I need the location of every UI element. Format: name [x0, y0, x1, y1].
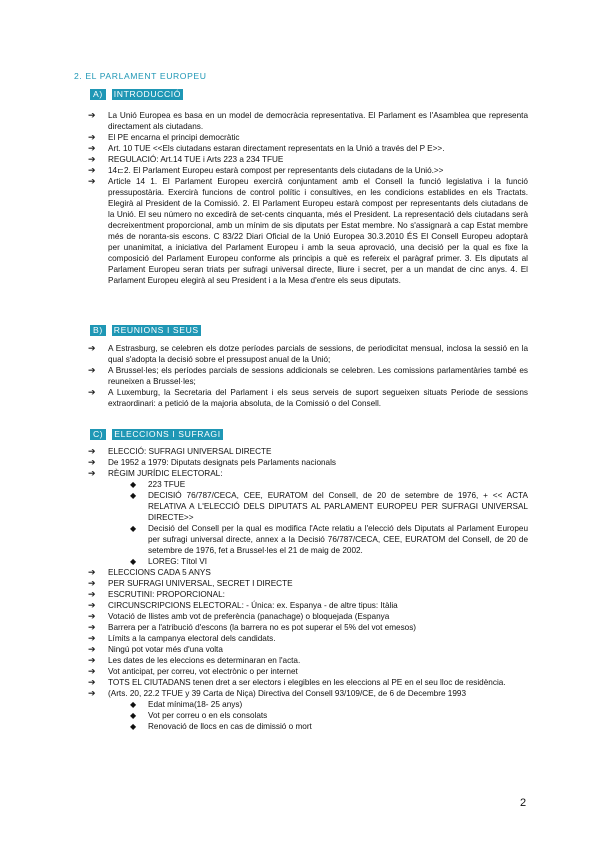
- diamond-bullet-icon: ◆: [130, 711, 137, 720]
- diamond-bullet-icon: ◆: [130, 524, 137, 533]
- list-item: ➔ CIRCUNSCRIPCIONS ELECTORAL: - Única: ex. Espanya - de altre tipus: Itàlia: [88, 600, 398, 610]
- arrow-bullet-icon: ➔: [88, 688, 96, 698]
- directiva-sublist: [108, 699, 528, 732]
- arrow-bullet-icon: ➔: [88, 578, 96, 588]
- list-item: ➔ La Unió Europea es basa en un model de democràcia representativa. El Parlament es l'Asamblea que representa directament als ciutadans.: [88, 110, 528, 131]
- arrow-bullet-icon: ➔: [88, 622, 96, 632]
- section-letter: A): [90, 89, 106, 100]
- intro-list: [88, 110, 528, 286]
- list-item: ➔ Votació de llistes amb vot de preferència (panachage) o bloquejada (Espanya: [88, 611, 390, 621]
- list-item: ➔ 14⊏2. El Parlament Europeu estarà compost per representants dels ciutadans de la Unió.>>: [88, 165, 444, 175]
- arrow-bullet-icon: ➔: [88, 644, 96, 654]
- list-item: ➔ TOTS EL CIUTADANS tenen dret a ser electors i elegibles en les eleccions al PE en el seu lloc de residència.: [88, 677, 506, 687]
- list-item: ➔ Article 14 1. El Parlament Europeu exercirà conjuntament amb el Consell la funció legislativa i la funció pressupostària. Exercirà funcions de control polític i consultives, en les condicions establides en els Tractats. Elegirà al President de la Comissió. 2. El Parlament Europeu estarà compost per representants dels ciutadans de la Unió. El seu número no excedirà de set-cents cinquanta, més el President. La representació dels ciutadans serà decreixentment proporcional, amb un mínim de sis diputats per Estat membre. No s'assignarà a cap Estat membre més de noranta-sis escons. C 83/22 Diari Oficial de la Unió Europea 30.3.2010 ÉS El Consell Europeu adoptarà per unanimitat, a iniciativa del Parlament Europeu i amb la seua aprovació, una decisió per la qual es fixe la composició del Parlament Europeu conforme als principis a què es refereix el paràgraf primer. 3. Els diputats al Parlament Europeu seran triats per sufragi universal directe, lliure i secret, per a un mandat de cinc anys. 4. El Parlament Europeu elegirà al seu President i a la Mesa d'entre els seus diputats.: [88, 176, 528, 285]
- arrow-bullet-icon: ➔: [88, 132, 96, 142]
- list-item: ➔ Art. 10 TUE <<Els ciutadans estaran directament representats en la Unió a través del P E>>.: [88, 143, 445, 153]
- list-item: ➔ (Arts. 20, 22.2 TFUE y 39 Carta de Niça) Directiva del Consell 93/109/CE, de 6 de Decembre 1993 ◆ Edat mínima(18- 25 anys) ◆ Vot per correu o en els consolats ◆ Renovació de llocs en cas de dimissió o mort: [88, 688, 528, 732]
- sub-list-item: ◆ LOREG: Títol VI: [130, 557, 207, 566]
- arrow-bullet-icon: ➔: [88, 165, 96, 175]
- arrow-bullet-icon: ➔: [88, 110, 96, 120]
- section-title: INTRODUCCIÓ: [113, 89, 182, 99]
- list-item: ➔ A Brussel·les; els períodes parcials de sessions addicionals se celebren. Les comissions parlamentàries també es reuneixen a Brussel·les;: [88, 365, 528, 386]
- list-item: ➔ Barrera per a l'atribució d'escons (la barrera no es pot superar el 5% del vot emesos): [88, 622, 417, 632]
- section-b-heading: [90, 325, 201, 336]
- list-item: ➔ REGULACIÓ: Art.14 TUE i Arts 223 a 234 TFUE: [88, 154, 284, 164]
- list-item: ➔ Vot anticipat, per correu, vot electrònic o per internet: [88, 666, 298, 676]
- arrow-bullet-icon: ➔: [88, 589, 96, 599]
- sub-list-item: ◆ DECISIÓ 76/787/CECA, CEE, EURATOM del Consell, de 20 de setembre de 1976, + << ACTA RELATIVA A L'ELECCIÓ DELS DIPUTATS AL PARLAMENT EUROPEU PER SUFRAGI UNIVERSAL DIRECTE>>: [130, 491, 528, 522]
- list-item: ➔ De 1952 a 1979: Diputats designats pels Parlaments nacionals: [88, 457, 337, 467]
- arrow-bullet-icon: ➔: [88, 655, 96, 665]
- arrow-bullet-icon: ➔: [88, 387, 96, 397]
- diamond-bullet-icon: ◆: [130, 700, 137, 709]
- section-c-heading: [90, 429, 223, 440]
- list-item: ➔ RÈGIM JURÍDIC ELECTORAL: ◆ 223 TFUE ◆ DECISIÓ 76/787/CECA, CEE, EURATOM del Consell, de 20 de setembre de 1976, + << ACTA RELATIVA A L'ELECCIÓ DELS DIPUTATS AL PARLAMENT EUROPEU PER SUFRAGI UNIVERSAL DIRECTE>> ◆ Decisió del Consell per la qual es modifica l'Acte relatiu a l'elecció dels Diputats al Parlament Europeu per sufragi universal directe, annex a la Decisió 76/787/CECA, CEE, EURATOM del Consell, de 20 de setembre de 1976, fet a Brussel·les el 21 de maig de 2002. ◆ LOREG: Títol VI: [88, 468, 528, 566]
- list-item: ➔ A Estrasburg, se celebren els dotze períodes parcials de sessions, de periodicitat mensual, inclosa la sessió en la qual s'adopta la decisió sobre el pressupost anual de la Unió;: [88, 343, 528, 364]
- list-item: ➔ A Luxemburg, la Secretaria del Parlament i els seus serveis de suport segueixen situats Periode de sessions extraordinari: a petició de la majoria absoluta, de la Comissió o del Consell.: [88, 387, 528, 408]
- arrow-bullet-icon: ➔: [88, 365, 96, 375]
- sub-list-item: ◆ Renovació de llocs en cas de dimissió o mort: [130, 722, 312, 731]
- arrow-bullet-icon: ➔: [88, 457, 96, 467]
- section-a-heading: [90, 89, 183, 100]
- diamond-bullet-icon: ◆: [130, 557, 137, 566]
- list-item: ➔ Límits a la campanya electoral dels candidats.: [88, 633, 276, 643]
- arrow-bullet-icon: ➔: [88, 143, 96, 153]
- eleccions-list: [88, 446, 528, 732]
- arrow-bullet-icon: ➔: [88, 176, 96, 186]
- list-item: ➔ El PE encarna el principi democràtic: [88, 132, 240, 142]
- list-item: ➔ PER SUFRAGI UNIVERSAL, SECRET I DIRECTE: [88, 578, 293, 588]
- arrow-bullet-icon: ➔: [88, 343, 96, 353]
- section-letter: B): [90, 325, 106, 336]
- arrow-bullet-icon: ➔: [88, 633, 96, 643]
- chapter-title: 2. EL PARLAMENT EUROPEU: [74, 71, 207, 81]
- regim-sublist: [108, 479, 528, 567]
- list-item: ➔ Les dates de les eleccions es determinaran en l'acta.: [88, 655, 301, 665]
- diamond-bullet-icon: ◆: [130, 491, 137, 500]
- section-letter: C): [90, 429, 106, 440]
- arrow-bullet-icon: ➔: [88, 468, 96, 478]
- arrow-bullet-icon: ➔: [88, 677, 96, 687]
- arrow-bullet-icon: ➔: [88, 567, 96, 577]
- arrow-bullet-icon: ➔: [88, 611, 96, 621]
- list-item: ➔ ELECCIÓ: SUFRAGI UNIVERSAL DIRECTE: [88, 446, 272, 456]
- sub-list-item: ◆ Edat mínima(18- 25 anys): [130, 700, 243, 709]
- diamond-bullet-icon: ◆: [130, 722, 137, 731]
- section-title: REUNIONS I SEUS: [113, 325, 199, 335]
- arrow-bullet-icon: ➔: [88, 446, 96, 456]
- page-number: 2: [520, 797, 527, 809]
- arrow-bullet-icon: ➔: [88, 154, 96, 164]
- sub-list-item: ◆ Decisió del Consell per la qual es modifica l'Acte relatiu a l'elecció dels Diputats al Parlament Europeu per sufragi universal directe, annex a la Decisió 76/787/CECA, CEE, EURATOM del Consell, de 20 de setembre de 1976, fet a Brussel·les el 21 de maig de 2002.: [130, 524, 528, 555]
- reunions-list: [88, 343, 528, 409]
- list-item: ➔ ELECCIONS CADA 5 ANYS: [88, 567, 211, 577]
- sub-list-item: ◆ Vot per correu o en els consolats: [130, 711, 268, 720]
- diamond-bullet-icon: ◆: [130, 480, 137, 489]
- list-item: ➔ ESCRUTINI: PROPORCIONAL:: [88, 589, 225, 599]
- arrow-bullet-icon: ➔: [88, 666, 96, 676]
- section-title: ELECCIONS I SUFRAGI: [114, 429, 221, 439]
- list-item: ➔ Ningú pot votar més d'una volta: [88, 644, 223, 654]
- arrow-bullet-icon: ➔: [88, 600, 96, 610]
- sub-list-item: ◆ 223 TFUE: [130, 480, 186, 489]
